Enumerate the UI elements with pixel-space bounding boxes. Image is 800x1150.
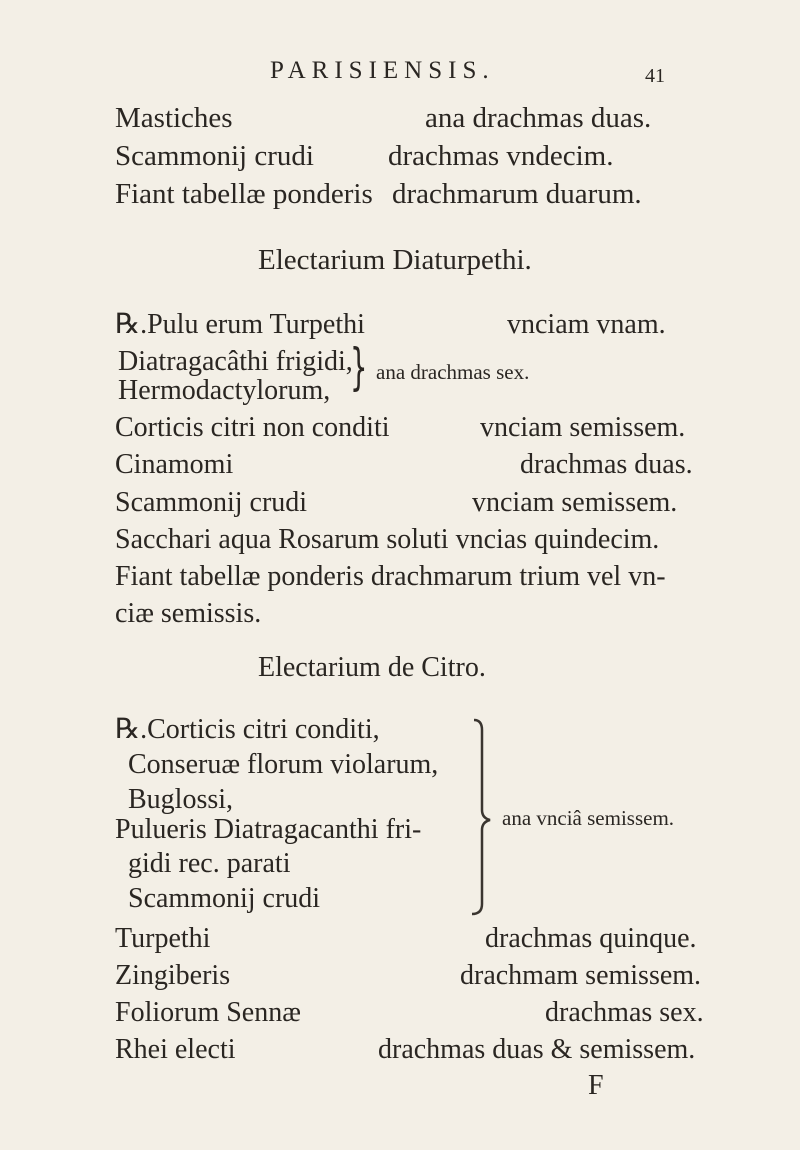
ingredient-quantity: drachmas duas & semissem. [378, 1034, 696, 1065]
ingredient-name: Scammonij crudi [115, 140, 314, 172]
ingredient-name: Zingiberis [115, 960, 231, 991]
instruction-line: Fiant tabellæ ponderis [115, 178, 373, 210]
running-title: PARISIENSIS. [270, 57, 495, 84]
right-brace-icon: } [350, 338, 368, 396]
ingredient-name: Conseruæ florum violarum, [128, 749, 439, 780]
ingredient-name: Corticis citri non conditi [115, 412, 390, 443]
ingredient-name: Rhei electi [115, 1034, 236, 1065]
page-number: 41 [645, 65, 665, 87]
ingredient-name: Scammonij crudi [115, 487, 308, 518]
ingredient-name: Mastiches [115, 102, 233, 134]
recipe-line: ℞.Corticis citri conditi, [115, 714, 380, 745]
ingredient-quantity: drachmam semissem. [460, 960, 702, 991]
ingredient-quantity: vnciam semissem. [480, 412, 686, 443]
ingredient-name: Hermodactylorum, [118, 375, 331, 406]
paragraph-line: Sacchari aqua Rosarum soluti vncias quindecim. [115, 524, 660, 555]
ingredient-name: Buglossi, [128, 784, 234, 815]
ingredient-quantity: vnciam semissem. [472, 487, 678, 518]
ingredient-quantity: drachmarum duarum. [392, 178, 642, 210]
paragraph-line: ciæ semissis. [115, 598, 262, 629]
recipe-line: ℞.Pulu erum Turpethi [115, 309, 365, 340]
ingredient-name: Cinamomi [115, 449, 234, 480]
ingredient-name: gidi rec. parati [128, 848, 291, 879]
paragraph-line: Fiant tabellæ ponderis drachmarum trium vel vn- [115, 561, 666, 592]
brace-quantity: ana drachmas sex. [376, 360, 530, 384]
catchword: F [588, 1070, 604, 1101]
ingredient-name: Turpethi [115, 923, 211, 954]
ingredient-quantity: drachmas vndecim. [388, 140, 614, 172]
section-title: Electarium Diaturpethi. [258, 244, 532, 276]
long-brace-icon [470, 718, 500, 918]
ingredient-quantity: drachmas quinque. [485, 923, 697, 954]
ingredient-quantity: ana drachmas duas. [425, 102, 652, 134]
ingredient-name: Foliorum Sennæ [115, 997, 301, 1028]
ingredient-name: Scammonij crudi [128, 883, 321, 914]
ingredient-quantity: drachmas duas. [520, 449, 693, 480]
brace-quantity: ana vnciâ semissem. [502, 806, 675, 830]
section-title: Electarium de Citro. [258, 652, 486, 683]
ingredient-quantity: drachmas sex. [545, 997, 704, 1028]
ingredient-name: Diatragacâthi frigidi, [118, 346, 353, 377]
ingredient-quantity: vnciam vnam. [507, 309, 666, 340]
ingredient-name: Pulueris Diatragacanthi fri- [115, 814, 422, 845]
